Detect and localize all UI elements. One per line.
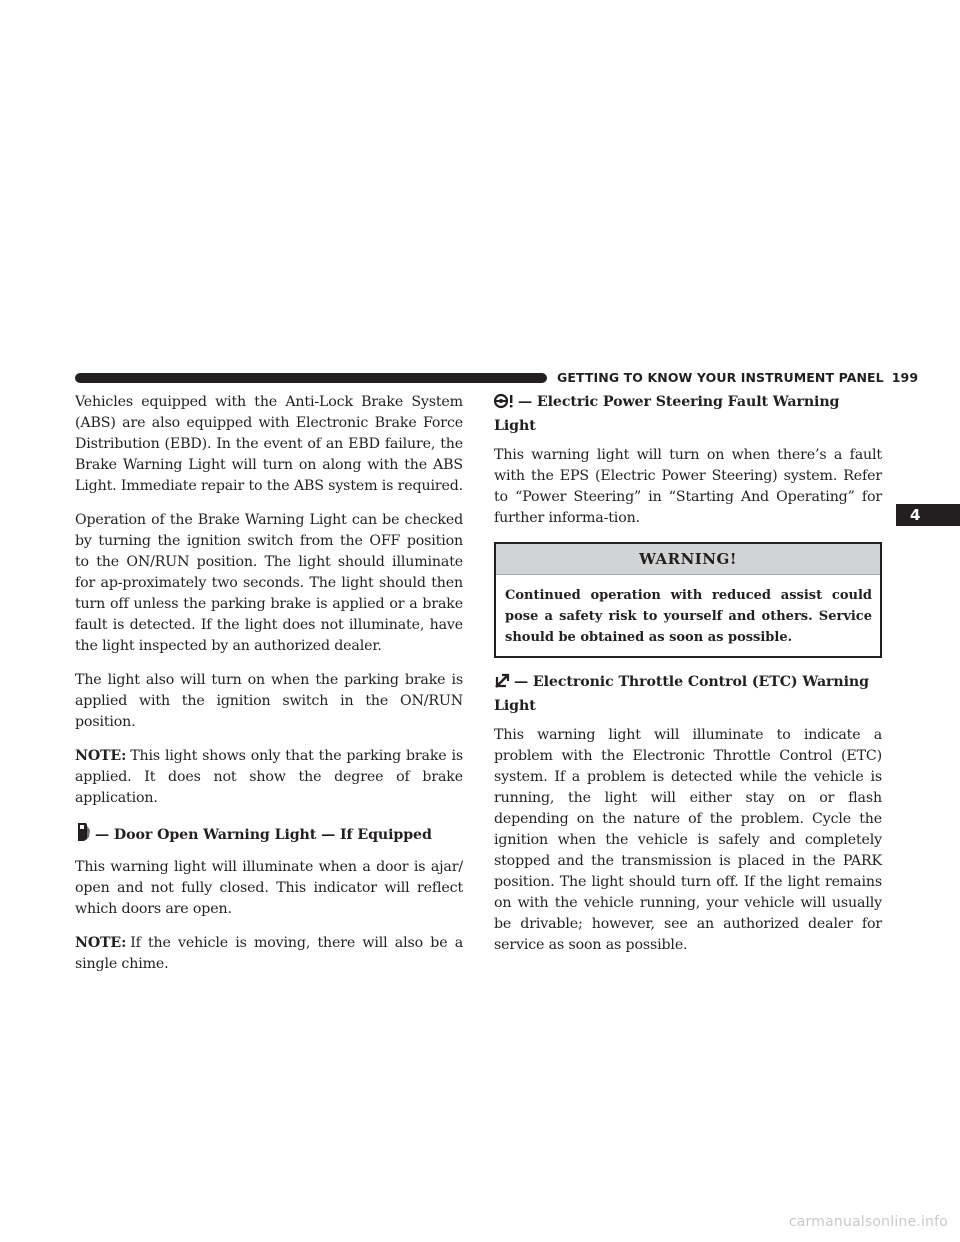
note-chime	[75, 933, 463, 975]
door-open-paragraph: This warning light will illuminate when a door is ajar/ open and not fully closed. This indicator will reflect which doors are open.	[75, 859, 463, 917]
throttle-control-icon	[494, 673, 510, 696]
note-label: NOTE:	[75, 935, 127, 951]
warning-box	[494, 542, 882, 658]
note-label: NOTE:	[75, 748, 127, 764]
brake-check-paragraph: Operation of the Brake Warning Light can be checked by turning the ignition switch from the OFF position to the ON/RUN position. The light should illuminate for ap-proximately two seconds. The light should then turn off unless the parking brake is applied or a brake fault is detected. If the light does not illuminate, have the light inspected by an authorized dealer.	[75, 512, 463, 654]
door-open-heading	[75, 822, 463, 849]
note-text: This light shows only that the parking brake is applied. It does not show the degree of brake application.	[75, 748, 463, 806]
section-title: GETTING TO KNOW YOUR INSTRUMENT PANEL	[557, 370, 884, 385]
left-column	[75, 392, 463, 988]
abs-ebd-paragraph: Vehicles equipped with the Anti-Lock Brake System (ABS) are also equipped with Electronic Brake Force Distribution (EBD). In the event of an EBD failure, the Brake Warning Light will turn on along with the ABS Light. Immediate repair to the ABS system is required.	[75, 394, 464, 494]
door-open-heading-text: — Door Open Warning Light — If Equipped	[95, 827, 432, 843]
page-number: 199	[891, 370, 919, 385]
parking-brake-paragraph: The light also will turn on when the parking brake is applied with the ignition switch in the ON/RUN position.	[75, 672, 463, 730]
eps-paragraph: This warning light will turn on when there’s a fault with the EPS (Electric Power Steering) system. Refer to “Power Steering” in “Starting And Operating” for further informa-tion.	[494, 447, 882, 526]
eps-heading	[494, 392, 882, 437]
note-parking-brake	[75, 746, 463, 809]
note-text: If the vehicle is moving, there will also be a single chime.	[75, 935, 463, 972]
door-open-icon	[75, 822, 91, 849]
etc-heading-text: — Electronic Throttle Control (ETC) Warning Light	[494, 674, 869, 714]
chapter-tab: 4	[896, 504, 960, 526]
steering-wheel-warning-icon	[494, 393, 514, 416]
watermark: carmanualsonline.info	[788, 1214, 948, 1230]
etc-paragraph: This warning light will illuminate to indicate a problem with the Electronic Throttle Control (ETC) system. If a problem is detected while the vehicle is running, the light will either stay on or flash depending on the nature of the problem. Cycle the ignition when the vehicle is safely and completely stopped and the transmission is placed in the PARK position. The light should turn off. If the light remains on with the vehicle running, your vehicle will usually be drivable; however, see an authorized dealer for service as soon as possible.	[494, 727, 882, 953]
right-column	[494, 392, 882, 969]
eps-heading-text: — Electric Power Steering Fault Warning Light	[494, 394, 840, 434]
header-rule	[75, 373, 547, 383]
warning-title: WARNING!	[496, 544, 880, 575]
warning-text: Continued operation with reduced assist could pose a safety risk to yourself and others. Service should be obtained as soon as possible.	[505, 588, 872, 645]
running-header	[557, 370, 918, 385]
etc-heading	[494, 672, 882, 717]
